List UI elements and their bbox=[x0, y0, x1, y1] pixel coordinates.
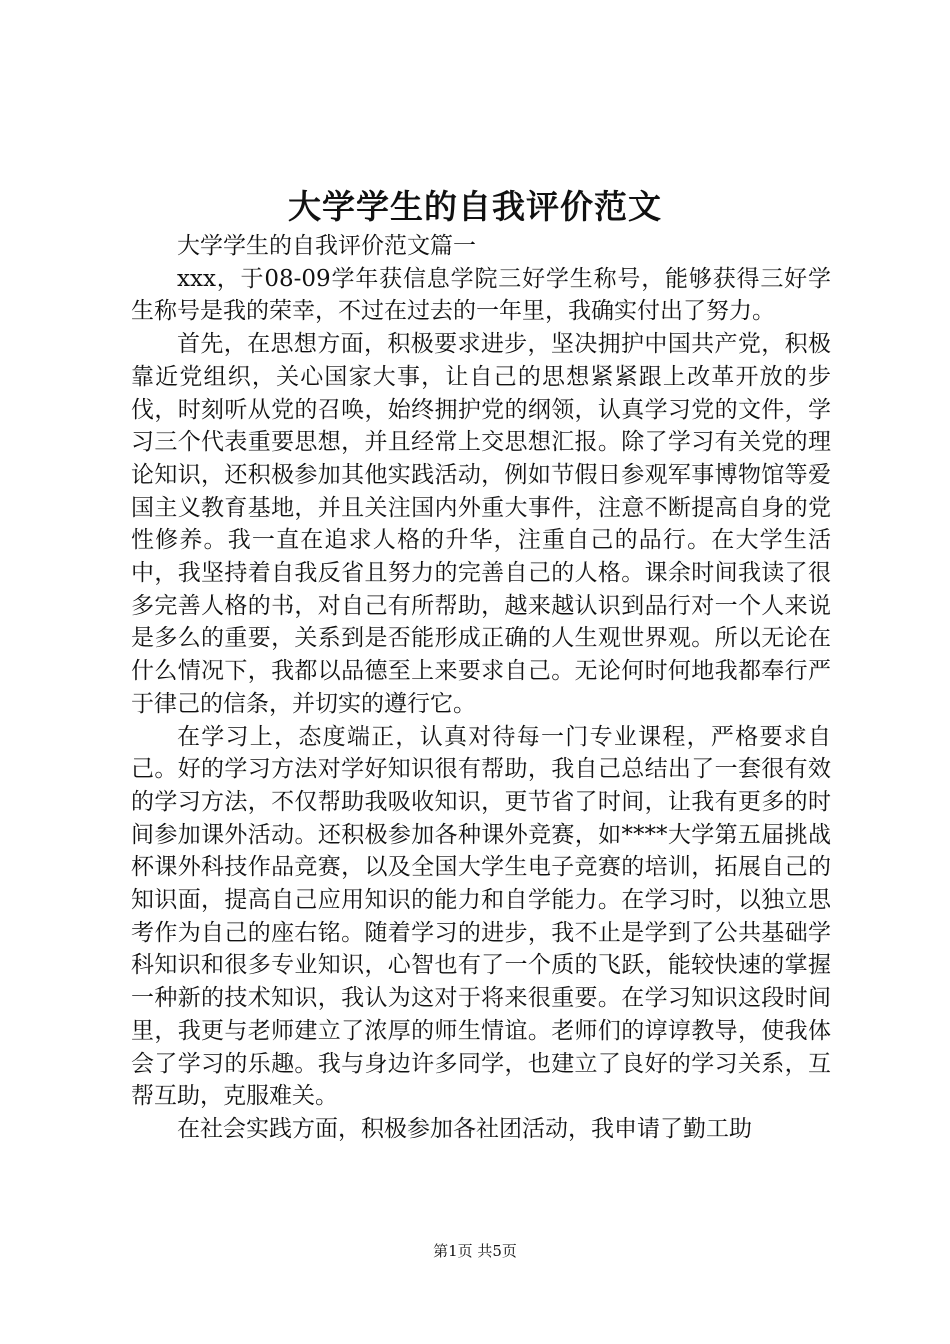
body-paragraph: 在社会实践方面，积极参加各社团活动，我申请了勤工助 bbox=[177, 1115, 752, 1142]
section-heading: 大学学生的自我评价范文篇一 bbox=[177, 233, 476, 259]
page-footer: 第1页 共5页 bbox=[433, 1242, 517, 1260]
document-body bbox=[131, 230, 831, 1146]
body-paragraph: xxx，于08-09学年获信息学院三好学生称号，能够获得三好学生称号是我的荣幸，不过在过去的一年里，我确实付出了努力。 bbox=[131, 265, 831, 325]
body-paragraph: 在学习上，态度端正，认真对待每一门专业课程，严格要求自己。好的学习方法对学好知识很有帮助，我自己总结出了一套很有效的学习方法，不仅帮助我吸收知识，更节省了时间，让我有更多的时间参加课外活动。还积极参加各种课外竞赛，如****大学第五届挑战杯课外科技作品竞赛，以及全国大学生电子竞赛的培训，拓展自己的知识面，提高自己应用知识的能力和自学能力。在学习时，以独立思考作为自己的座右铭。随着学习的进步，我不止是学到了公共基础学科知识和很多专业知识，心智也有了一个质的飞跃，能较快速的掌握一种新的技术知识，我认为这对于将来很重要。在学习知识这段时间里，我更与老师建立了浓厚的师生情谊。老师们的谆谆教导，使我体会了学习的乐趣。我与身边许多同学，也建立了良好的学习关系，互帮互助，克服难关。 bbox=[131, 723, 831, 1110]
body-paragraph: 首先，在思想方面，积极要求进步，坚决拥护中国共产党，积极靠近党组织，关心国家大事，让自己的思想紧紧跟上改革开放的步伐，时刻听从党的召唤，始终拥护党的纲领，认真学习党的文件，学习三个代表重要思想，并且经常上交思想汇报。除了学习有关党的理论知识，还积极参加其他实践活动，例如节假日参观军事博物馆等爱国主义教育基地，并且关注国内外重大事件，注意不断提高自身的党性修养。我一直在追求人格的升华，注重自己的品行。在大学生活中，我坚持着自我反省且努力的完善自己的人格。课余时间我读了很多完善人格的书，对自己有所帮助，越来越认识到品行对一个人来说是多么的重要，关系到是否能形成正确的人生观世界观。所以无论在什么情况下，我都以品德至上来要求自己。无论何时何地我都奉行严于律己的信条，并切实的遵行它。 bbox=[131, 331, 831, 717]
document-title: 大学学生的自我评价范文 bbox=[288, 187, 662, 226]
